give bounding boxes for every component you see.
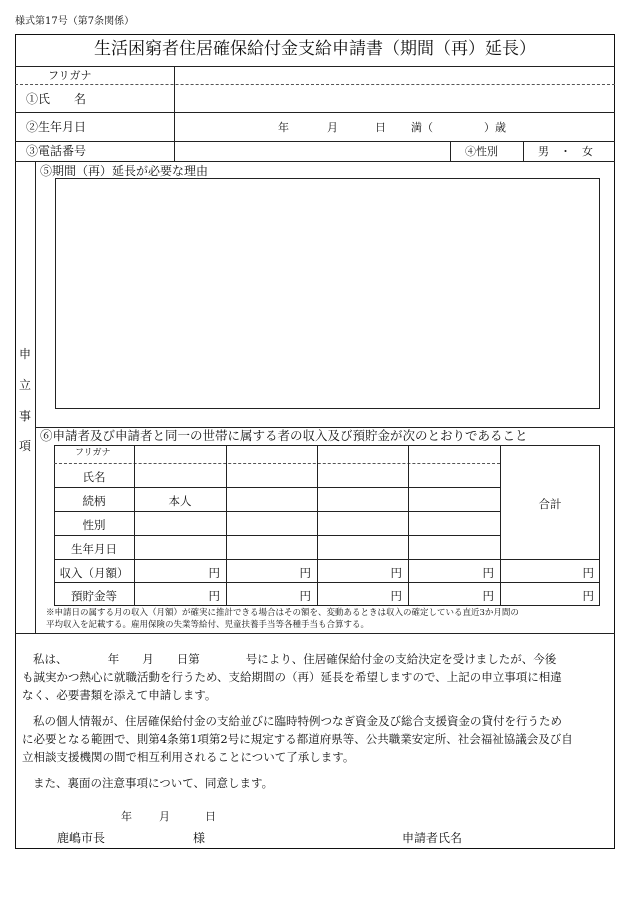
income-yen-2[interactable]: 円 <box>299 566 311 580</box>
side-label-char-2: 立 <box>18 378 31 392</box>
name-label: ①氏 名 <box>26 92 87 106</box>
declaration-p2-line2: に必要となる範囲で、則第4条第1項第2号に規定する都道府県等、公共職業安定所、社会福祉協議会及び自 <box>22 732 573 746</box>
birth-month-label: 月 <box>327 121 338 134</box>
name-field[interactable] <box>175 85 614 111</box>
table-col-line-1 <box>134 445 135 606</box>
relation-self: 本人 <box>168 494 192 508</box>
table-row-line-1 <box>54 487 500 488</box>
side-label-char-4: 項 <box>18 439 31 453</box>
form-title: 生活困窮者住居確保給付金支給申請書（期間（再）延長） <box>94 39 536 59</box>
row-label-income: 収入（月額） <box>59 566 129 580</box>
income-note-line-1: ※申請日の属する月の収入（月額）が確実に推計できる場合はその額を、変動あるときは収入の確定している直近3か月間の <box>46 608 519 618</box>
table-col-line-2 <box>226 445 227 606</box>
table-col-line-3 <box>317 445 318 606</box>
reason-textbox[interactable] <box>55 178 600 409</box>
age-close-label: ）歳 <box>484 121 506 134</box>
savings-yen-4[interactable]: 円 <box>482 589 494 603</box>
total-label: 合計 <box>538 497 562 511</box>
income-yen-3[interactable]: 円 <box>390 566 402 580</box>
declaration-p1-line2: も誠実かつ熱心に就職活動を行うため、支給期間の（再）延長を希望しますので、上記の申立事項に相違 <box>22 670 562 684</box>
phone-label: ③電話番号 <box>26 144 87 158</box>
row-label-relation: 続柄 <box>82 494 106 508</box>
birth-day-label: 日 <box>375 121 386 134</box>
sign-date-month: 月 <box>159 810 170 823</box>
sign-date-year: 年 <box>121 810 132 823</box>
declaration-p1-line1: 私は、 年 月 日第 号により、住居確保給付金の支給決定を受けましたが、今後 <box>33 652 557 666</box>
savings-yen-3[interactable]: 円 <box>390 589 402 603</box>
table-row-line-3 <box>54 535 500 536</box>
birth-field[interactable] <box>175 113 614 140</box>
table-row-line-5 <box>54 582 600 583</box>
furigana-field[interactable] <box>175 67 614 83</box>
table-furigana-divider <box>54 463 500 464</box>
addressee-honorific: 様 <box>193 831 206 845</box>
birth-year-label: 年 <box>278 121 289 134</box>
row-label-savings: 預貯金等 <box>71 589 117 603</box>
income-note-line-2: 平均収入を記載する。雇用保険の失業等給付、児童扶養手当等各種手当も合算する。 <box>46 620 370 630</box>
income-yen-4[interactable]: 円 <box>482 566 494 580</box>
side-label-char-1: 申 <box>18 347 31 361</box>
birth-label: ②生年月日 <box>26 120 87 134</box>
side-label-char-3: 事 <box>18 409 31 423</box>
savings-yen-1[interactable]: 円 <box>208 589 220 603</box>
row-label-gender: 性別 <box>82 518 106 532</box>
addressee: 鹿嶋市長 <box>57 831 106 845</box>
applicant-name-field[interactable] <box>470 828 610 846</box>
side-label-divider <box>35 161 36 633</box>
sign-date-day: 日 <box>205 810 216 823</box>
furigana-label: フリガナ <box>48 69 92 82</box>
table-row-line-2 <box>54 511 500 512</box>
savings-yen-2[interactable]: 円 <box>299 589 311 603</box>
declaration-divider <box>15 633 615 634</box>
form-number: 様式第17号（第7条関係） <box>15 16 135 27</box>
gender-options[interactable]: 男 ・ 女 <box>538 145 593 158</box>
row-label-birth: 生年月日 <box>71 542 117 556</box>
phone-field[interactable] <box>175 142 449 160</box>
declaration-p2-line1: 私の個人情報が、住居確保給付金の支給並びに臨時特例つなぎ資金及び総合支援資金の貸付を行うため <box>33 714 562 728</box>
savings-yen-total[interactable]: 円 <box>582 589 594 603</box>
declaration-p2-line3: 立相談支援機関の間で相互利用されることについて了承します。 <box>22 750 355 764</box>
reason-label: ⑤期間（再）延長が必要な理由 <box>40 164 209 178</box>
gender-divider-2 <box>523 141 524 161</box>
income-yen-1[interactable]: 円 <box>208 566 220 580</box>
row-label-name: 氏名 <box>82 470 106 484</box>
declaration-p3: また、裏面の注意事項について、同意します。 <box>33 776 274 790</box>
gender-divider-1 <box>450 141 451 161</box>
applicant-name-label: 申請者氏名 <box>402 831 463 845</box>
table-col-line-5 <box>500 445 501 606</box>
table-col-line-4 <box>408 445 409 606</box>
table-row-line-4 <box>54 559 600 560</box>
declaration-p1-line3: なく、必要書類を添えて申請します。 <box>22 688 217 702</box>
income-yen-total[interactable]: 円 <box>582 566 594 580</box>
age-open-label: 満（ <box>411 121 433 134</box>
income-section-title: ⑥申請者及び申請者と同一の世帯に属する者の収入及び預貯金が次のとおりであること <box>40 428 528 443</box>
row-label-furigana: フリガナ <box>75 448 111 458</box>
phone-divider <box>15 161 615 162</box>
gender-label: ④性別 <box>465 145 498 158</box>
